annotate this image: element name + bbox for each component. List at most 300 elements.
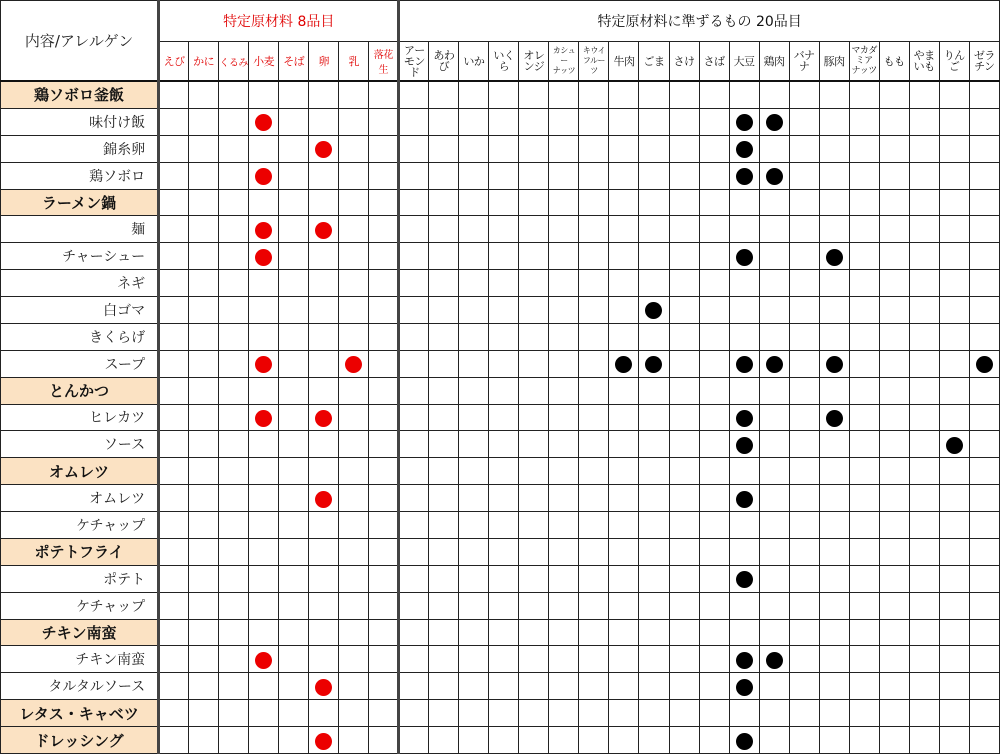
major-allergen-header: 小麦	[249, 42, 279, 82]
minor-cell	[459, 512, 489, 539]
minor-allergen-header	[429, 42, 459, 82]
major-allergen-mark	[315, 141, 332, 158]
minor-cell	[849, 108, 879, 135]
minor-cell	[459, 485, 489, 512]
major-cell	[159, 162, 189, 189]
minor-cell	[789, 485, 819, 512]
minor-cell	[699, 162, 729, 189]
major-cell	[339, 592, 369, 619]
category-label: チキン南蛮	[1, 619, 159, 646]
minor-cell	[669, 727, 699, 754]
minor-cell	[489, 538, 519, 565]
major-cell	[309, 431, 339, 458]
minor-cell	[579, 485, 609, 512]
major-cell	[189, 431, 219, 458]
minor-allergen-header	[969, 42, 999, 82]
major-cell	[189, 538, 219, 565]
minor-cell	[699, 189, 729, 216]
major-cell	[189, 108, 219, 135]
major-cell	[279, 81, 309, 108]
minor-cell	[399, 700, 429, 727]
minor-allergen-header	[849, 42, 879, 82]
minor-cell	[669, 135, 699, 162]
minor-cell	[549, 565, 579, 592]
minor-cell	[549, 538, 579, 565]
allergen-rows	[1, 81, 1000, 754]
minor-cell	[399, 512, 429, 539]
major-cell	[249, 565, 279, 592]
item-row	[1, 512, 1000, 539]
major-group-header: 特定原材料 8品目	[159, 1, 399, 42]
major-cell	[309, 162, 339, 189]
minor-cell	[879, 727, 909, 754]
minor-cell	[879, 673, 909, 700]
minor-cell	[939, 512, 969, 539]
minor-cell	[429, 619, 459, 646]
minor-cell	[939, 565, 969, 592]
minor-cell	[639, 673, 669, 700]
minor-cell	[939, 619, 969, 646]
minor-cell	[969, 162, 999, 189]
major-cell	[249, 216, 279, 243]
minor-cell	[969, 512, 999, 539]
minor-allergen-header-line: ゼラ	[973, 49, 995, 62]
minor-cell	[879, 270, 909, 297]
minor-cell	[609, 135, 639, 162]
major-cell	[279, 189, 309, 216]
minor-cell	[849, 431, 879, 458]
minor-cell	[639, 323, 669, 350]
major-allergen-mark	[255, 114, 272, 131]
minor-cell	[549, 162, 579, 189]
minor-cell	[909, 189, 939, 216]
major-cell	[309, 350, 339, 377]
major-cell	[219, 162, 249, 189]
minor-cell	[489, 323, 519, 350]
minor-cell	[579, 323, 609, 350]
major-cell	[309, 727, 339, 754]
minor-cell	[699, 485, 729, 512]
minor-cell	[429, 538, 459, 565]
major-cell	[339, 270, 369, 297]
major-cell	[189, 377, 219, 404]
minor-cell	[939, 538, 969, 565]
item-label: 麺	[1, 216, 159, 243]
major-cell	[369, 323, 399, 350]
major-allergen-mark	[255, 356, 272, 373]
minor-cell	[759, 323, 789, 350]
minor-cell	[459, 700, 489, 727]
minor-cell	[519, 189, 549, 216]
minor-cell	[699, 377, 729, 404]
minor-cell	[729, 592, 759, 619]
major-cell	[309, 619, 339, 646]
minor-cell	[849, 538, 879, 565]
major-cell	[339, 404, 369, 431]
major-cell	[309, 700, 339, 727]
minor-cell	[729, 727, 759, 754]
minor-cell	[759, 189, 789, 216]
minor-cell	[699, 297, 729, 324]
minor-cell	[969, 727, 999, 754]
item-row	[1, 485, 1000, 512]
minor-allergen-header	[489, 42, 519, 82]
category-label: オムレツ	[1, 458, 159, 485]
minor-cell	[519, 458, 549, 485]
minor-cell	[639, 108, 669, 135]
minor-cell	[969, 189, 999, 216]
major-cell	[369, 377, 399, 404]
major-cell	[339, 350, 369, 377]
major-cell	[249, 162, 279, 189]
minor-cell	[429, 431, 459, 458]
major-cell	[249, 538, 279, 565]
category-label: ポテトフライ	[1, 538, 159, 565]
major-allergen-header: 卵	[309, 42, 339, 82]
category-row	[1, 700, 1000, 727]
minor-allergen-header-line: マカダ	[851, 46, 877, 56]
minor-cell	[969, 216, 999, 243]
minor-cell	[759, 216, 789, 243]
minor-allergen-mark	[736, 168, 753, 185]
major-cell	[309, 377, 339, 404]
minor-cell	[969, 431, 999, 458]
minor-cell	[909, 538, 939, 565]
minor-cell	[639, 270, 669, 297]
minor-allergen-mark	[736, 652, 753, 669]
minor-cell	[459, 592, 489, 619]
minor-cell	[489, 700, 519, 727]
item-row	[1, 270, 1000, 297]
minor-cell	[459, 727, 489, 754]
minor-cell	[819, 512, 849, 539]
minor-cell	[669, 458, 699, 485]
minor-cell	[939, 431, 969, 458]
major-cell	[189, 700, 219, 727]
major-cell	[339, 162, 369, 189]
category-label: とんかつ	[1, 377, 159, 404]
minor-cell	[609, 243, 639, 270]
minor-allergen-mark	[736, 437, 753, 454]
minor-cell	[459, 270, 489, 297]
minor-cell	[759, 81, 789, 108]
major-cell	[279, 592, 309, 619]
major-cell	[189, 216, 219, 243]
minor-allergen-header	[579, 42, 609, 82]
minor-cell	[969, 270, 999, 297]
minor-cell	[789, 646, 819, 673]
major-cell	[249, 485, 279, 512]
minor-cell	[939, 108, 969, 135]
minor-cell	[639, 243, 669, 270]
minor-cell	[639, 565, 669, 592]
minor-cell	[699, 673, 729, 700]
category-row	[1, 538, 1000, 565]
minor-cell	[639, 216, 669, 243]
major-cell	[249, 673, 279, 700]
major-cell	[159, 458, 189, 485]
minor-cell	[489, 377, 519, 404]
major-cell	[309, 135, 339, 162]
minor-cell	[789, 81, 819, 108]
minor-cell	[819, 270, 849, 297]
minor-cell	[519, 108, 549, 135]
minor-cell	[759, 538, 789, 565]
major-cell	[339, 700, 369, 727]
minor-allergen-mark	[766, 114, 783, 131]
minor-cell	[909, 431, 939, 458]
minor-allergen-mark	[736, 491, 753, 508]
minor-cell	[399, 404, 429, 431]
minor-cell	[729, 81, 759, 108]
minor-cell	[789, 297, 819, 324]
minor-allergen-header-line: ミア	[855, 56, 873, 66]
major-cell	[189, 458, 219, 485]
minor-cell	[549, 727, 579, 754]
minor-cell	[519, 431, 549, 458]
minor-cell	[549, 108, 579, 135]
minor-cell	[759, 162, 789, 189]
minor-allergen-header-line: いも	[913, 60, 935, 73]
major-cell	[369, 619, 399, 646]
minor-allergen-header-line: やま	[913, 49, 935, 62]
minor-cell	[939, 727, 969, 754]
minor-cell	[909, 727, 939, 754]
minor-cell	[579, 431, 609, 458]
minor-cell	[849, 135, 879, 162]
minor-cell	[759, 377, 789, 404]
major-cell	[249, 270, 279, 297]
minor-cell	[939, 135, 969, 162]
major-allergen-mark	[315, 733, 332, 750]
minor-cell	[519, 350, 549, 377]
major-cell	[339, 646, 369, 673]
minor-cell	[549, 323, 579, 350]
minor-cell	[729, 431, 759, 458]
minor-cell	[699, 323, 729, 350]
major-cell	[159, 673, 189, 700]
minor-cell	[489, 673, 519, 700]
minor-allergen-mark	[736, 249, 753, 266]
minor-cell	[429, 485, 459, 512]
minor-cell	[759, 512, 789, 539]
minor-cell	[609, 619, 639, 646]
item-row	[1, 108, 1000, 135]
major-cell	[159, 350, 189, 377]
minor-cell	[759, 646, 789, 673]
minor-cell	[699, 565, 729, 592]
minor-cell	[489, 216, 519, 243]
minor-cell	[549, 431, 579, 458]
minor-cell	[669, 592, 699, 619]
minor-cell	[579, 350, 609, 377]
minor-cell	[699, 216, 729, 243]
minor-allergen-mark	[826, 356, 843, 373]
minor-cell	[669, 323, 699, 350]
minor-cell	[879, 108, 909, 135]
minor-cell	[399, 189, 429, 216]
minor-cell	[399, 297, 429, 324]
minor-cell	[669, 81, 699, 108]
item-row	[1, 162, 1000, 189]
minor-allergen-header-line: モンド	[403, 54, 425, 79]
minor-cell	[489, 727, 519, 754]
item-row	[1, 673, 1000, 700]
minor-cell	[789, 538, 819, 565]
minor-allergen-header-line: いか	[463, 54, 485, 68]
minor-cell	[879, 81, 909, 108]
minor-cell	[879, 216, 909, 243]
minor-cell	[789, 458, 819, 485]
minor-allergen-header-line: アー	[404, 43, 425, 57]
minor-cell	[579, 538, 609, 565]
minor-cell	[459, 108, 489, 135]
minor-cell	[729, 377, 759, 404]
major-cell	[309, 673, 339, 700]
minor-cell	[579, 377, 609, 404]
minor-cell	[399, 135, 429, 162]
minor-cell	[489, 81, 519, 108]
major-allergen-header: 落花生	[369, 42, 399, 82]
major-cell	[159, 646, 189, 673]
minor-allergen-header-line: チン	[974, 60, 995, 73]
minor-cell	[909, 297, 939, 324]
minor-cell	[549, 297, 579, 324]
minor-cell	[399, 216, 429, 243]
major-cell	[249, 619, 279, 646]
item-row	[1, 404, 1000, 431]
minor-allergen-header-line: オレ	[523, 49, 545, 62]
item-label: ヒレカツ	[1, 404, 159, 431]
minor-cell	[399, 727, 429, 754]
minor-cell	[939, 270, 969, 297]
minor-cell	[429, 81, 459, 108]
minor-cell	[699, 350, 729, 377]
minor-cell	[609, 700, 639, 727]
minor-cell	[789, 619, 819, 646]
minor-cell	[759, 135, 789, 162]
minor-cell	[579, 673, 609, 700]
minor-cell	[729, 243, 759, 270]
item-label: ケチャップ	[1, 592, 159, 619]
major-allergen-mark	[315, 491, 332, 508]
major-cell	[249, 700, 279, 727]
major-cell	[219, 377, 249, 404]
minor-cell	[519, 592, 549, 619]
minor-allergen-header-line: キウイ	[582, 46, 606, 55]
major-cell	[339, 673, 369, 700]
minor-cell	[639, 350, 669, 377]
minor-cell	[819, 458, 849, 485]
minor-cell	[429, 592, 459, 619]
minor-cell	[819, 592, 849, 619]
minor-cell	[789, 565, 819, 592]
minor-cell	[849, 458, 879, 485]
minor-cell	[699, 458, 729, 485]
minor-cell	[489, 243, 519, 270]
minor-allergen-header-line: さば	[703, 54, 725, 68]
minor-cell	[819, 377, 849, 404]
major-cell	[249, 431, 279, 458]
minor-cell	[609, 377, 639, 404]
minor-cell	[819, 81, 849, 108]
minor-allergen-header	[789, 42, 819, 82]
minor-cell	[429, 243, 459, 270]
item-row	[1, 135, 1000, 162]
minor-cell	[969, 700, 999, 727]
minor-cell	[429, 646, 459, 673]
minor-cell	[669, 538, 699, 565]
minor-allergen-header	[609, 42, 639, 82]
major-cell	[279, 377, 309, 404]
minor-cell	[429, 270, 459, 297]
major-cell	[189, 323, 219, 350]
minor-cell	[729, 565, 759, 592]
minor-cell	[399, 323, 429, 350]
major-cell	[369, 162, 399, 189]
minor-cell	[669, 270, 699, 297]
major-cell	[309, 565, 339, 592]
minor-cell	[909, 404, 939, 431]
minor-cell	[879, 297, 909, 324]
minor-cell	[489, 270, 519, 297]
minor-cell	[879, 431, 909, 458]
major-cell	[339, 135, 369, 162]
minor-cell	[789, 162, 819, 189]
minor-cell	[609, 404, 639, 431]
minor-cell	[399, 350, 429, 377]
minor-cell	[819, 404, 849, 431]
major-cell	[219, 189, 249, 216]
minor-cell	[669, 700, 699, 727]
minor-cell	[519, 512, 549, 539]
major-cell	[279, 404, 309, 431]
minor-cell	[819, 727, 849, 754]
minor-cell	[579, 135, 609, 162]
minor-cell	[489, 431, 519, 458]
minor-cell	[849, 565, 879, 592]
minor-cell	[459, 243, 489, 270]
minor-cell	[579, 216, 609, 243]
minor-cell	[549, 404, 579, 431]
major-cell	[189, 592, 219, 619]
minor-cell	[939, 323, 969, 350]
major-cell	[279, 431, 309, 458]
major-cell	[159, 81, 189, 108]
major-cell	[369, 727, 399, 754]
minor-cell	[849, 323, 879, 350]
category-row	[1, 81, 1000, 108]
minor-cell	[489, 135, 519, 162]
major-cell	[249, 458, 279, 485]
major-cell	[309, 108, 339, 135]
minor-cell	[819, 700, 849, 727]
major-cell	[279, 700, 309, 727]
category-label: ラーメン鍋	[1, 189, 159, 216]
major-cell	[189, 189, 219, 216]
major-cell	[219, 135, 249, 162]
minor-cell	[669, 485, 699, 512]
item-label: ケチャップ	[1, 512, 159, 539]
major-cell	[369, 350, 399, 377]
minor-cell	[939, 162, 969, 189]
minor-cell	[939, 485, 969, 512]
minor-cell	[879, 135, 909, 162]
item-row	[1, 646, 1000, 673]
minor-cell	[609, 727, 639, 754]
major-cell	[219, 458, 249, 485]
major-cell	[159, 297, 189, 324]
